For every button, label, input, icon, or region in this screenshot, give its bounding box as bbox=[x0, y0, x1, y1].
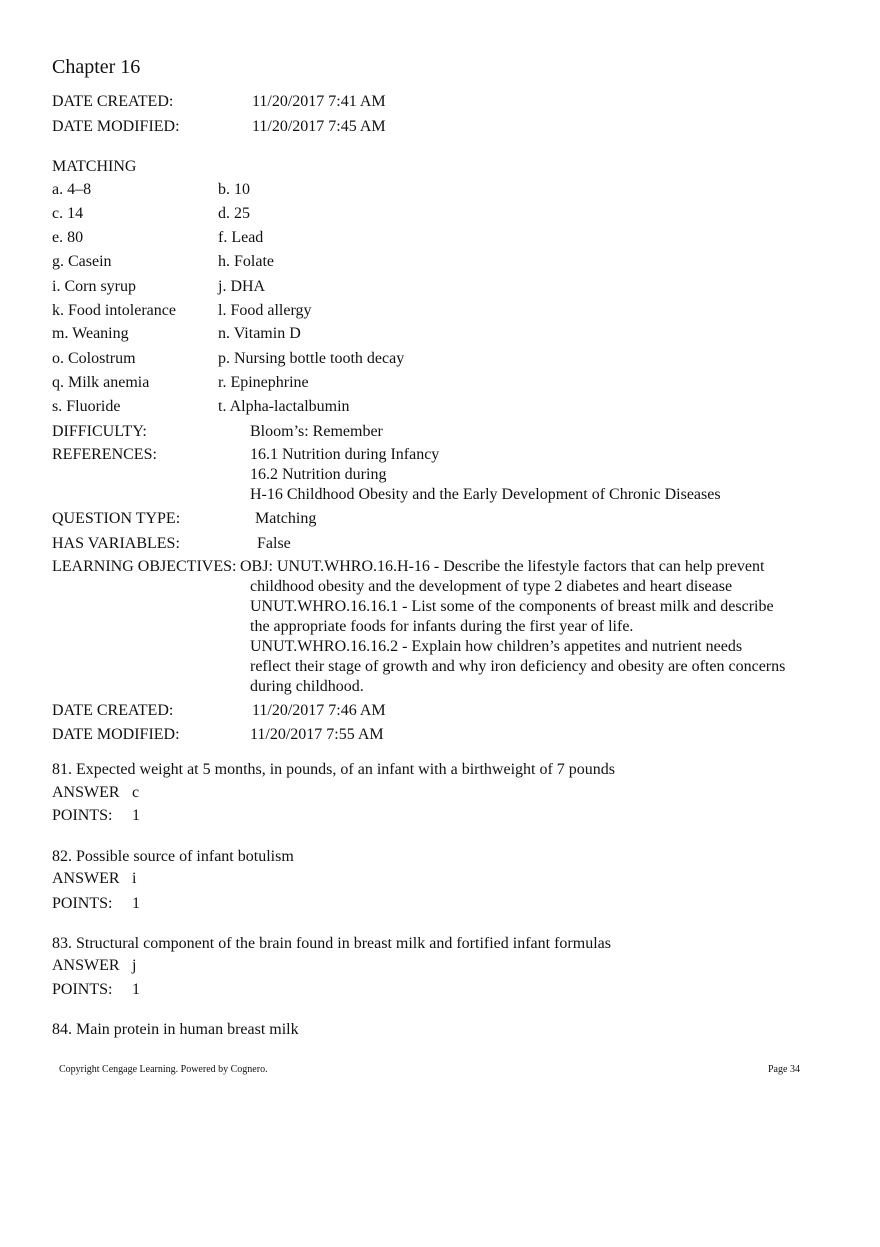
objective-line: UNUT.WHRO.16.16.1 - List some of the components of breast milk and describe bbox=[250, 598, 774, 615]
references-label: REFERENCES: bbox=[52, 446, 157, 463]
matching-option: h. Folate bbox=[218, 253, 274, 270]
date-modified-value: 11/20/2017 7:45 AM bbox=[252, 118, 386, 135]
footer-copyright: Copyright Cengage Learning. Powered by Cognero. bbox=[59, 1064, 268, 1075]
date-modified-label: DATE MODIFIED: bbox=[52, 726, 180, 743]
matching-option: c. 14 bbox=[52, 205, 84, 222]
objective-line: reflect their stage of growth and why iron deficiency and obesity are often concerns bbox=[250, 658, 786, 675]
difficulty-label: DIFFICULTY: bbox=[52, 423, 147, 440]
reference-line: 16.1 Nutrition during Infancy bbox=[250, 446, 440, 463]
date-created-value: 11/20/2017 7:41 AM bbox=[252, 93, 386, 110]
matching-option: i. Corn syrup bbox=[52, 278, 136, 295]
answer-label: ANSWER bbox=[52, 957, 120, 974]
points-value: 1 bbox=[132, 981, 140, 998]
points-value: 1 bbox=[132, 807, 140, 824]
question-text: 83. Structural component of the brain found in breast milk and fortified infant formulas bbox=[52, 935, 611, 952]
objective-line: during childhood. bbox=[250, 678, 364, 695]
matching-option: r. Epinephrine bbox=[218, 374, 309, 391]
objective-line: OBJ: UNUT.WHRO.16.H-16 - Describe the lifestyle factors that can help prevent bbox=[240, 558, 765, 575]
objective-line: UNUT.WHRO.16.16.2 - Explain how children’s appetites and nutrient needs bbox=[250, 638, 743, 655]
matching-option: m. Weaning bbox=[52, 325, 129, 342]
question-type-label: QUESTION TYPE: bbox=[52, 510, 181, 527]
question-text: 81. Expected weight at 5 months, in pounds, of an infant with a birthweight of 7 pounds bbox=[52, 761, 616, 778]
points-value: 1 bbox=[132, 895, 140, 912]
matching-option: t. Alpha-lactalbumin bbox=[218, 398, 350, 415]
answer-value: j bbox=[132, 957, 137, 974]
points-label: POINTS: bbox=[52, 981, 113, 998]
points-label: POINTS: bbox=[52, 807, 113, 824]
objective-line: childhood obesity and the development of type 2 diabetes and heart disease bbox=[250, 578, 733, 595]
has-variables-label: HAS VARIABLES: bbox=[52, 535, 180, 552]
question-type-value: Matching bbox=[255, 510, 317, 527]
matching-option: g. Casein bbox=[52, 253, 112, 270]
date-created-label: DATE CREATED: bbox=[52, 93, 174, 110]
matching-option: n. Vitamin D bbox=[218, 325, 301, 342]
page-number: Page 34 bbox=[768, 1064, 800, 1075]
learning-objectives-label: LEARNING OBJECTIVES: bbox=[52, 558, 237, 575]
date-created-label: DATE CREATED: bbox=[52, 702, 174, 719]
matching-option: o. Colostrum bbox=[52, 350, 136, 367]
matching-option: d. 25 bbox=[218, 205, 250, 222]
matching-option: b. 10 bbox=[218, 181, 250, 198]
matching-option: f. Lead bbox=[218, 229, 264, 246]
answer-value: i bbox=[132, 870, 137, 887]
date-created-value: 11/20/2017 7:46 AM bbox=[252, 702, 386, 719]
matching-option: j. DHA bbox=[218, 278, 266, 295]
answer-label: ANSWER bbox=[52, 870, 120, 887]
matching-option: p. Nursing bottle tooth decay bbox=[218, 350, 405, 367]
points-label: POINTS: bbox=[52, 895, 113, 912]
date-modified-value: 11/20/2017 7:55 AM bbox=[250, 726, 384, 743]
reference-line: 16.2 Nutrition during bbox=[250, 466, 387, 483]
matching-option: s. Fluoride bbox=[52, 398, 121, 415]
matching-option: q. Milk anemia bbox=[52, 374, 150, 391]
matching-option: e. 80 bbox=[52, 229, 84, 246]
matching-option: l. Food allergy bbox=[218, 302, 312, 319]
question-text: 82. Possible source of infant botulism bbox=[52, 848, 294, 865]
reference-line: H-16 Childhood Obesity and the Early Development of Chronic Diseases bbox=[250, 486, 721, 503]
section-heading: MATCHING bbox=[52, 158, 137, 175]
answer-label: ANSWER bbox=[52, 784, 120, 801]
date-modified-label: DATE MODIFIED: bbox=[52, 118, 180, 135]
matching-option: k. Food intolerance bbox=[52, 302, 176, 319]
has-variables-value: False bbox=[257, 535, 291, 552]
answer-value: c bbox=[132, 784, 140, 801]
difficulty-value: Bloom’s: Remember bbox=[250, 423, 383, 440]
matching-option: a. 4–8 bbox=[52, 181, 92, 198]
objective-line: the appropriate foods for infants during the first year of life. bbox=[250, 618, 634, 635]
question-text: 84. Main protein in human breast milk bbox=[52, 1021, 299, 1038]
chapter-title: Chapter 16 bbox=[52, 56, 141, 78]
